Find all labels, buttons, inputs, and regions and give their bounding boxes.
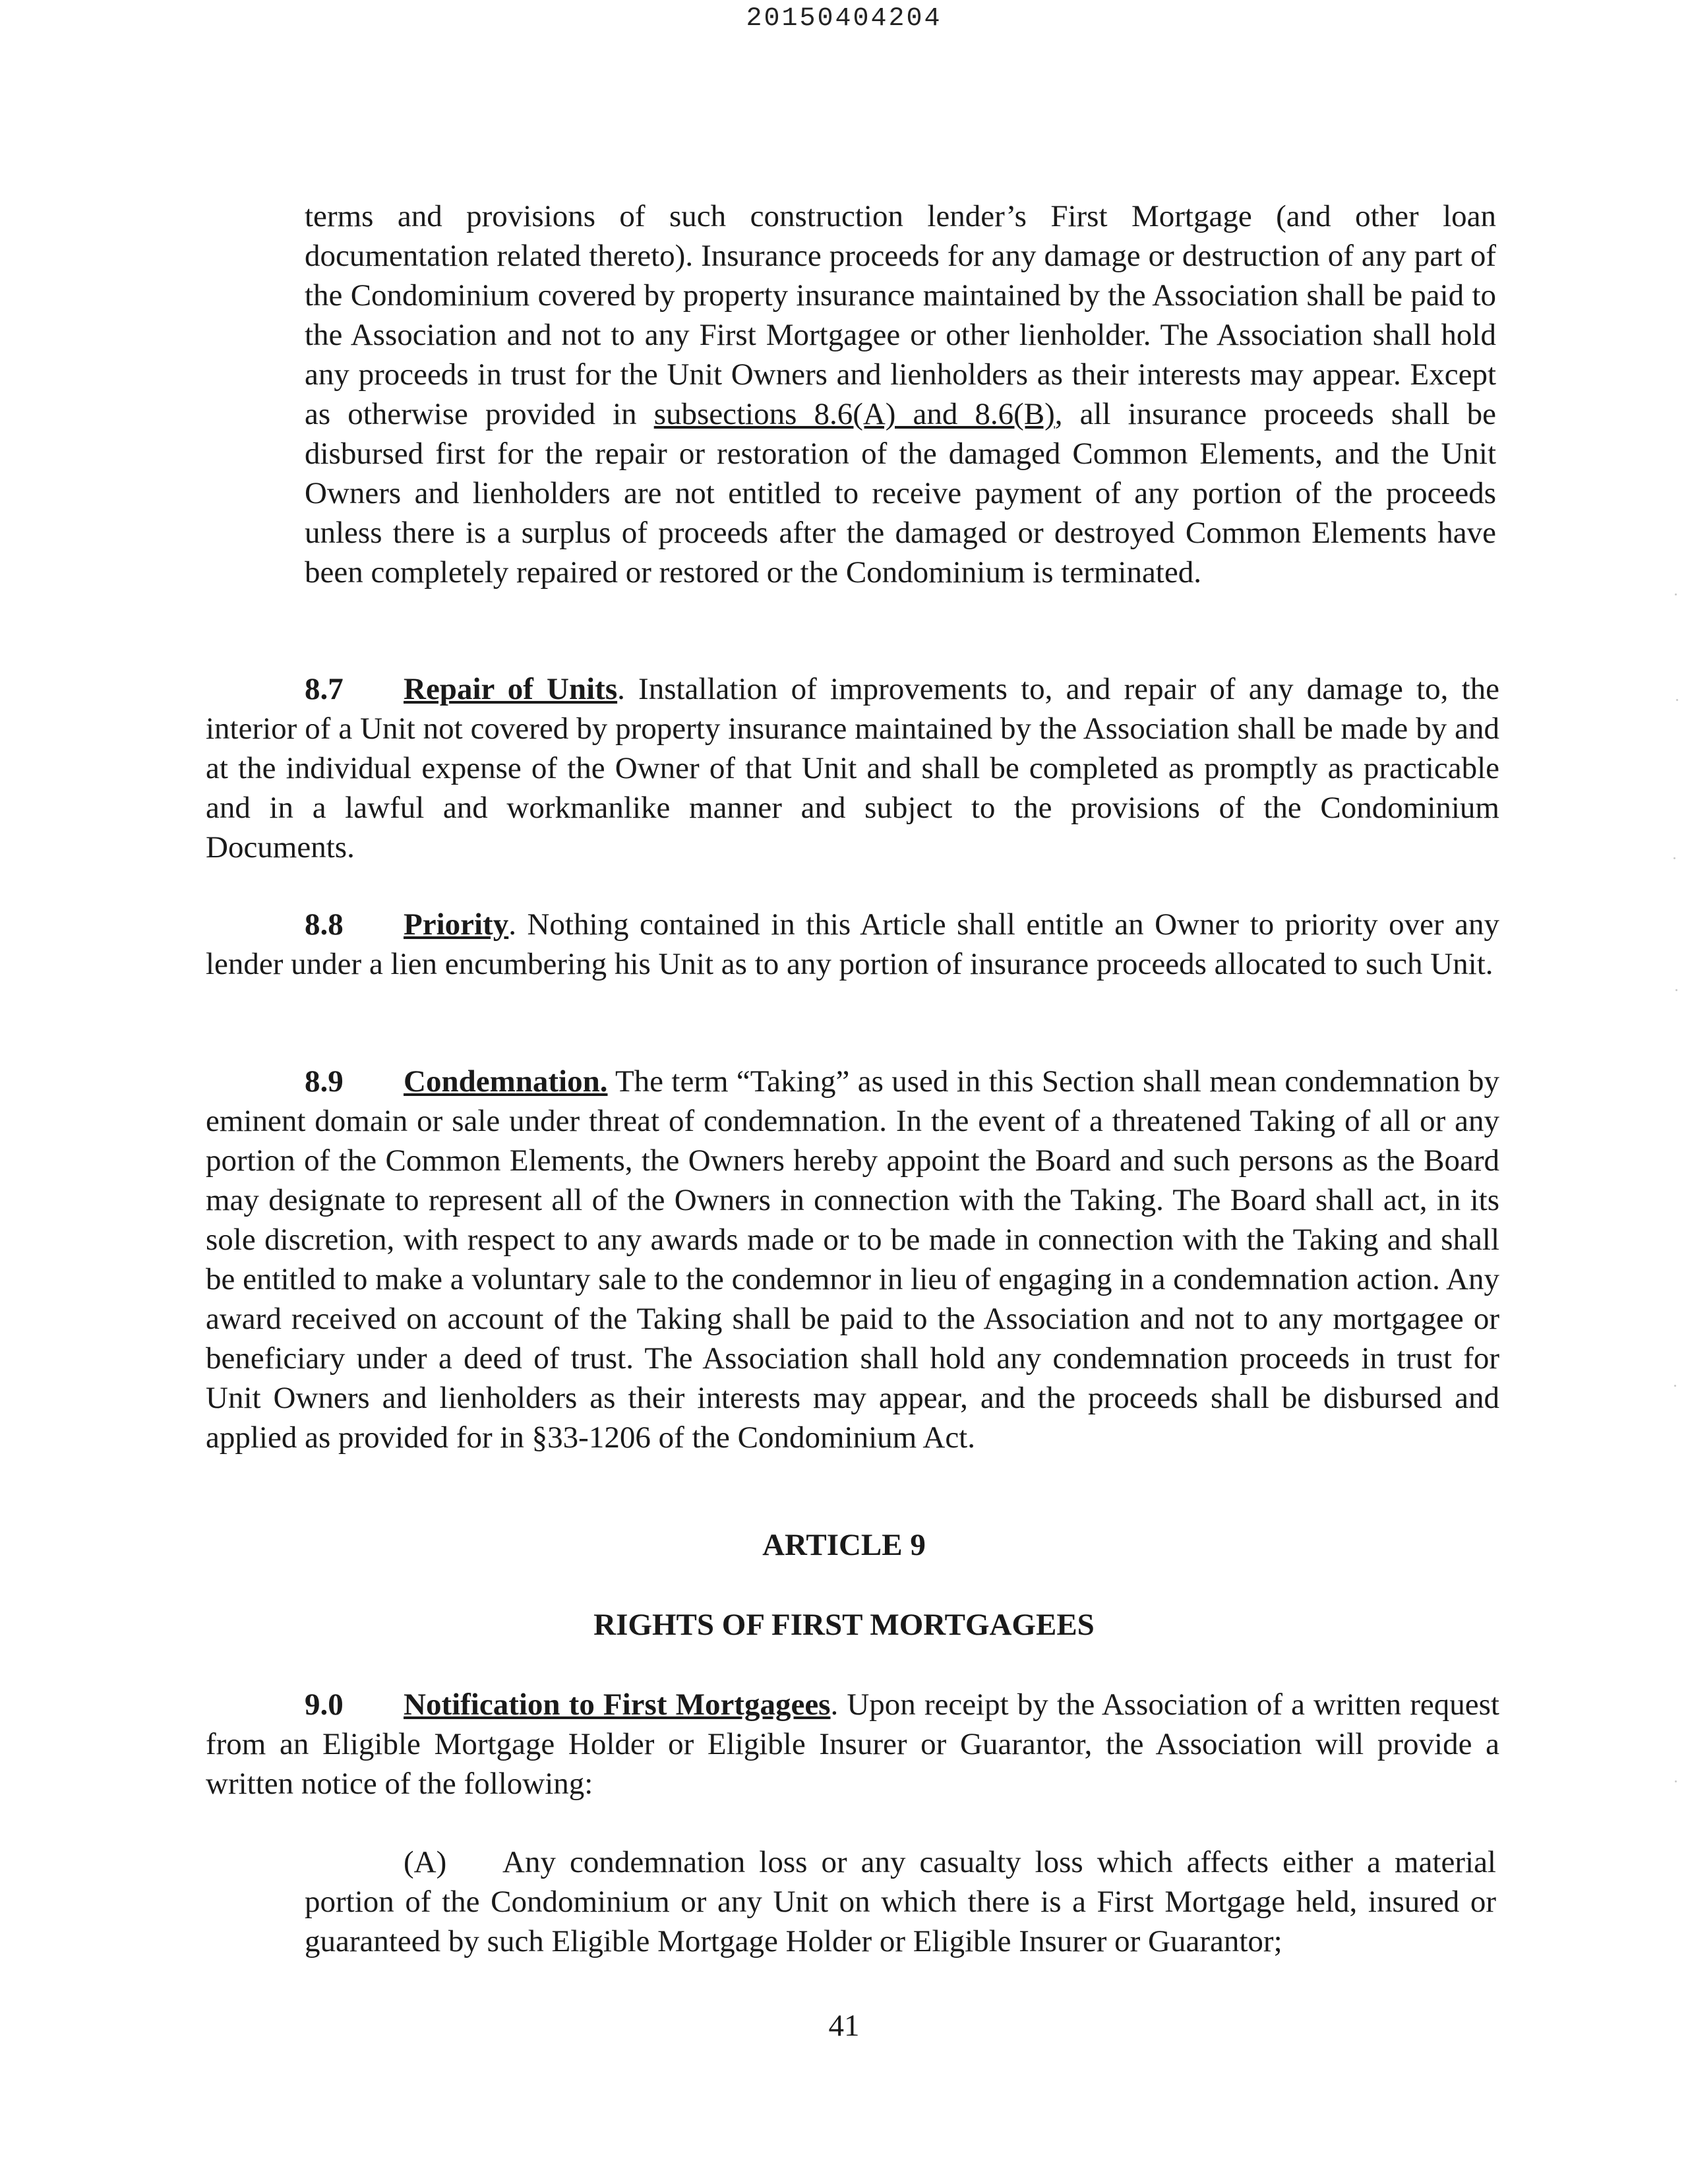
paragraph-text: terms and provisions of such construction lender’s First Mortgage (and other loan documentation related thereto). Insurance proceeds for any damage or destruction of any part of the Condominium covered by property insurance maintained by the Association shall be paid to the Association and not to any First Mortgagee or other lienholder. The Association shall hold any proceeds in trust for the Unit Owners and lienholders as their interests may appear. Except as otherwise provided in <box>305 199 1496 431</box>
section-title: Repair of Units <box>404 672 618 706</box>
section-number: 8.7 <box>305 672 344 706</box>
section-text: . Installation of improvements to, and repair of any damage to, the interior of a Unit not covered by property insurance maintained by the Association shall be made by and at the individual expense of the Owner of that Unit and shall be completed as promptly as practicable and in a lawful and workmanlike manner and subject to the provisions of the Condominium Documents. <box>206 672 1499 864</box>
page-number: 41 <box>828 2009 860 2043</box>
scan-speck <box>1674 1385 1676 1387</box>
scan-speck <box>1676 699 1678 701</box>
section-8-8 <box>206 905 1499 984</box>
section-title: Notification to First Mortgagees <box>404 1687 831 1722</box>
section-text: . Nothing contained in this Article shall entitle an Owner to priority over any lender under a lien encumbering his Unit as to any portion of insurance proceeds allocated to such Unit. <box>206 907 1499 981</box>
section-8-9 <box>206 1062 1499 1457</box>
section-number: 9.0 <box>305 1687 344 1722</box>
article-heading: ARTICLE 9 <box>762 1528 926 1562</box>
list-item-a <box>305 1842 1496 1961</box>
section-number: 8.8 <box>305 907 344 942</box>
paragraph-continuation <box>305 197 1496 592</box>
section-9-0 <box>206 1685 1499 1804</box>
list-item-label: (A) <box>404 1845 447 1879</box>
section-text: The term “Taking” as used in this Section shall mean condemnation by eminent domain or sale under threat of condemnation. In the event of a threatened Taking of all or any portion of the Common Elements, the Owners hereby appoint the Board and such persons as the Board may designate to represent all of the Owners in connection with the Taking. The Board shall act, in its sole discretion, with respect to any awards made or to be made in connection with the Taking and shall be entitled to make a voluntary sale to the condemnor in lieu of engaging in a condemnation action. Any award received on account of the Taking shall be paid to the Association and not to any mortgagee or beneficiary under a deed of trust. The Association shall hold any condemnation proceeds in trust for Unit Owners and lienholders as their interests may appear, and the proceeds shall be disbursed and applied as provided for in §33-1206 of the Condominium Act. <box>206 1064 1499 1455</box>
section-title: Condemnation. <box>404 1064 608 1099</box>
section-8-7 <box>206 669 1499 867</box>
scan-speck <box>1675 593 1677 595</box>
paragraph-text: , all insurance proceeds shall be disbursed first for the repair or restoration of the damaged Common Elements, and the Unit Owners and lienholders are not entitled to receive payment of any portion of the proceeds unless there is a surplus of proceeds after the damaged or destroyed Common Elements have been completely repaired or restored or the Condominium is terminated. <box>305 397 1496 590</box>
list-item-text: Any condemnation loss or any casualty loss which affects either a material portion of the Condominium or any Unit on which there is a First Mortgage held, insured or guaranteed by such Eligible Mortgage Holder or Eligible Insurer or Guarantor; <box>305 1845 1496 1958</box>
subsection-reference: subsections 8.6(A) and 8.6(B) <box>653 397 1055 431</box>
section-text: . Upon receipt by the Association of a written request from an Eligible Mortgage Holder or Eligible Insurer or Guarantor, the Association will provide a written notice of the following: <box>206 1687 1499 1801</box>
section-title: Priority <box>404 907 509 942</box>
scan-speck <box>1675 1780 1677 1782</box>
article-title: RIGHTS OF FIRST MORTGAGEES <box>593 1608 1095 1642</box>
scan-speck <box>1673 857 1675 859</box>
section-number: 8.9 <box>305 1064 344 1099</box>
scan-speck <box>1675 989 1677 991</box>
document-number: 20150404204 <box>746 4 942 34</box>
